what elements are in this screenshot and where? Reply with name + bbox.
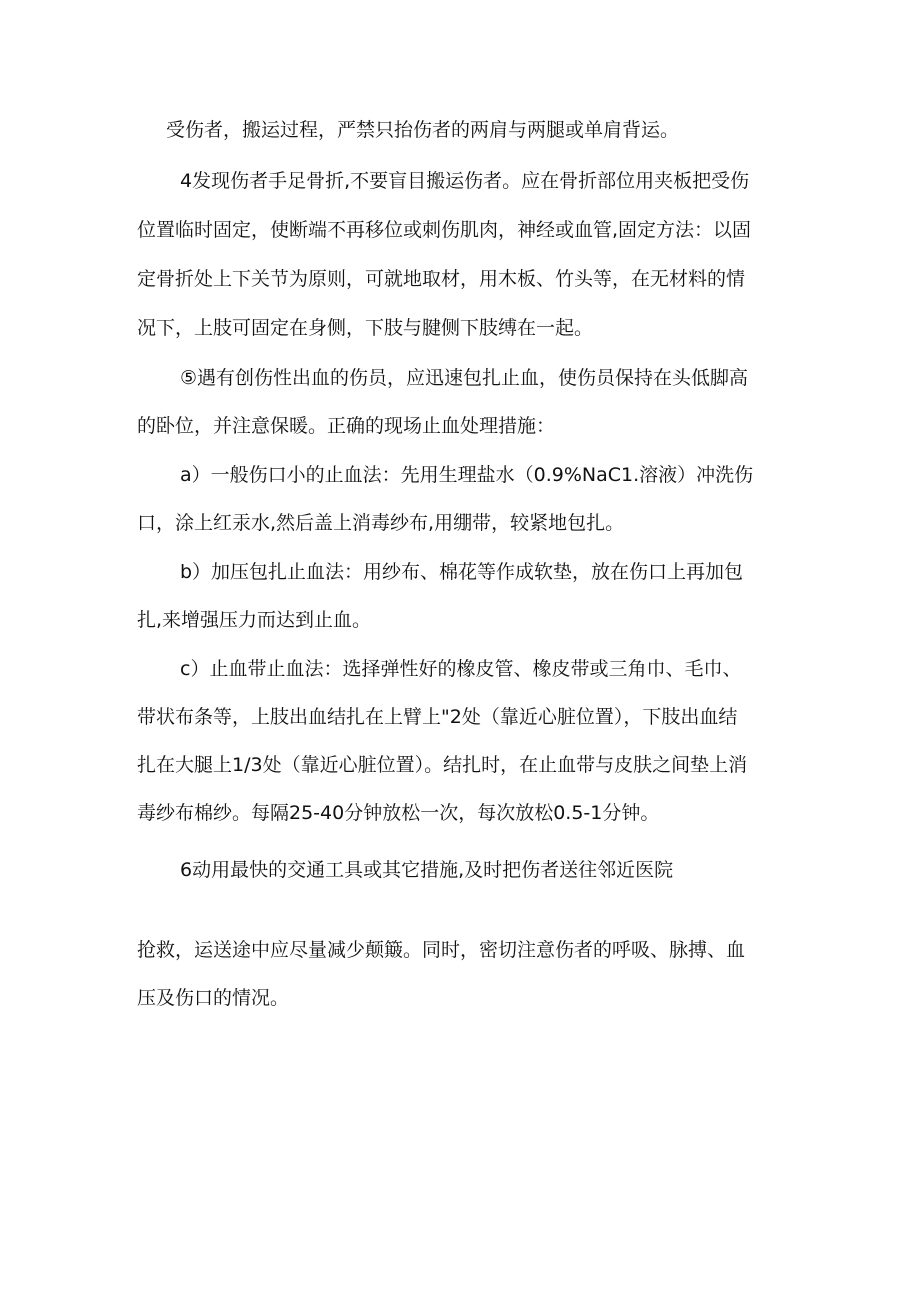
text-line-15: 毒纱布棉纱。每隔25-40分钟放松一次，每次放松0.5-1分钟。	[137, 802, 660, 824]
text-line-3: 位置临时固定，使断端不再移位或刺伤肌肉，神经或血管,固定方法：以固	[137, 219, 752, 241]
text-line-13: 带状布条等，上肢出血结扎在上臂上"2处（靠近心脏位置），下肢出血结	[137, 706, 738, 728]
text-line-8: a）一般伤口小的止血法：先用生理盐水（0.9%NaC1.溶液）冲洗伤	[180, 464, 754, 486]
text-line-18: 压及伤口的情况。	[137, 987, 290, 1009]
text-line-7: 的卧位，并注意保暖。正确的现场止血处理措施：	[137, 415, 556, 437]
text-line-12: c）止血带止血法：选择弹性好的橡皮管、橡皮带或三角巾、毛巾、	[180, 658, 742, 680]
text-line-11: 扎,来增强压力而达到止血。	[137, 609, 372, 631]
text-line-10: b）加压包扎止血法：用纱布、棉花等作成软垫，放在伤口上再加包	[180, 561, 744, 583]
text-line-17: 抢救，运送途中应尽量减少颠簸。同时，密切注意伤者的呼吸、脉搏、血	[137, 939, 746, 961]
text-line-9: 口，涂上红汞水,然后盖上消毒纱布,用绷带，较紧地包扎。	[137, 512, 625, 534]
text-line-6: ⑤遇有创伤性出血的伤员，应迅速包扎止血，使伤员保持在头低脚高	[180, 367, 749, 389]
text-line-5: 况下，上肢可固定在身侧，下肢与腱侧下肢缚在一起。	[137, 317, 594, 339]
text-line-14: 扎在大腿上1/3处（靠近心脏位置）。结扎时，在止血带与皮肤之间垫上消	[137, 754, 748, 776]
text-line-1: 受伤者，搬运过程，严禁只抬伤者的两肩与两腿或单肩背运。	[166, 119, 680, 141]
text-line-2: 4发现伤者手足骨折,不要盲目搬运伤者。应在骨折部位用夹板把受伤	[180, 170, 750, 192]
text-line-4: 定骨折处上下关节为原则，可就地取材，用木板、竹头等，在无材料的情	[137, 268, 746, 290]
text-line-16: 6动用最快的交通工具或其它措施,及时把伤者送往邻近医院	[180, 859, 674, 881]
